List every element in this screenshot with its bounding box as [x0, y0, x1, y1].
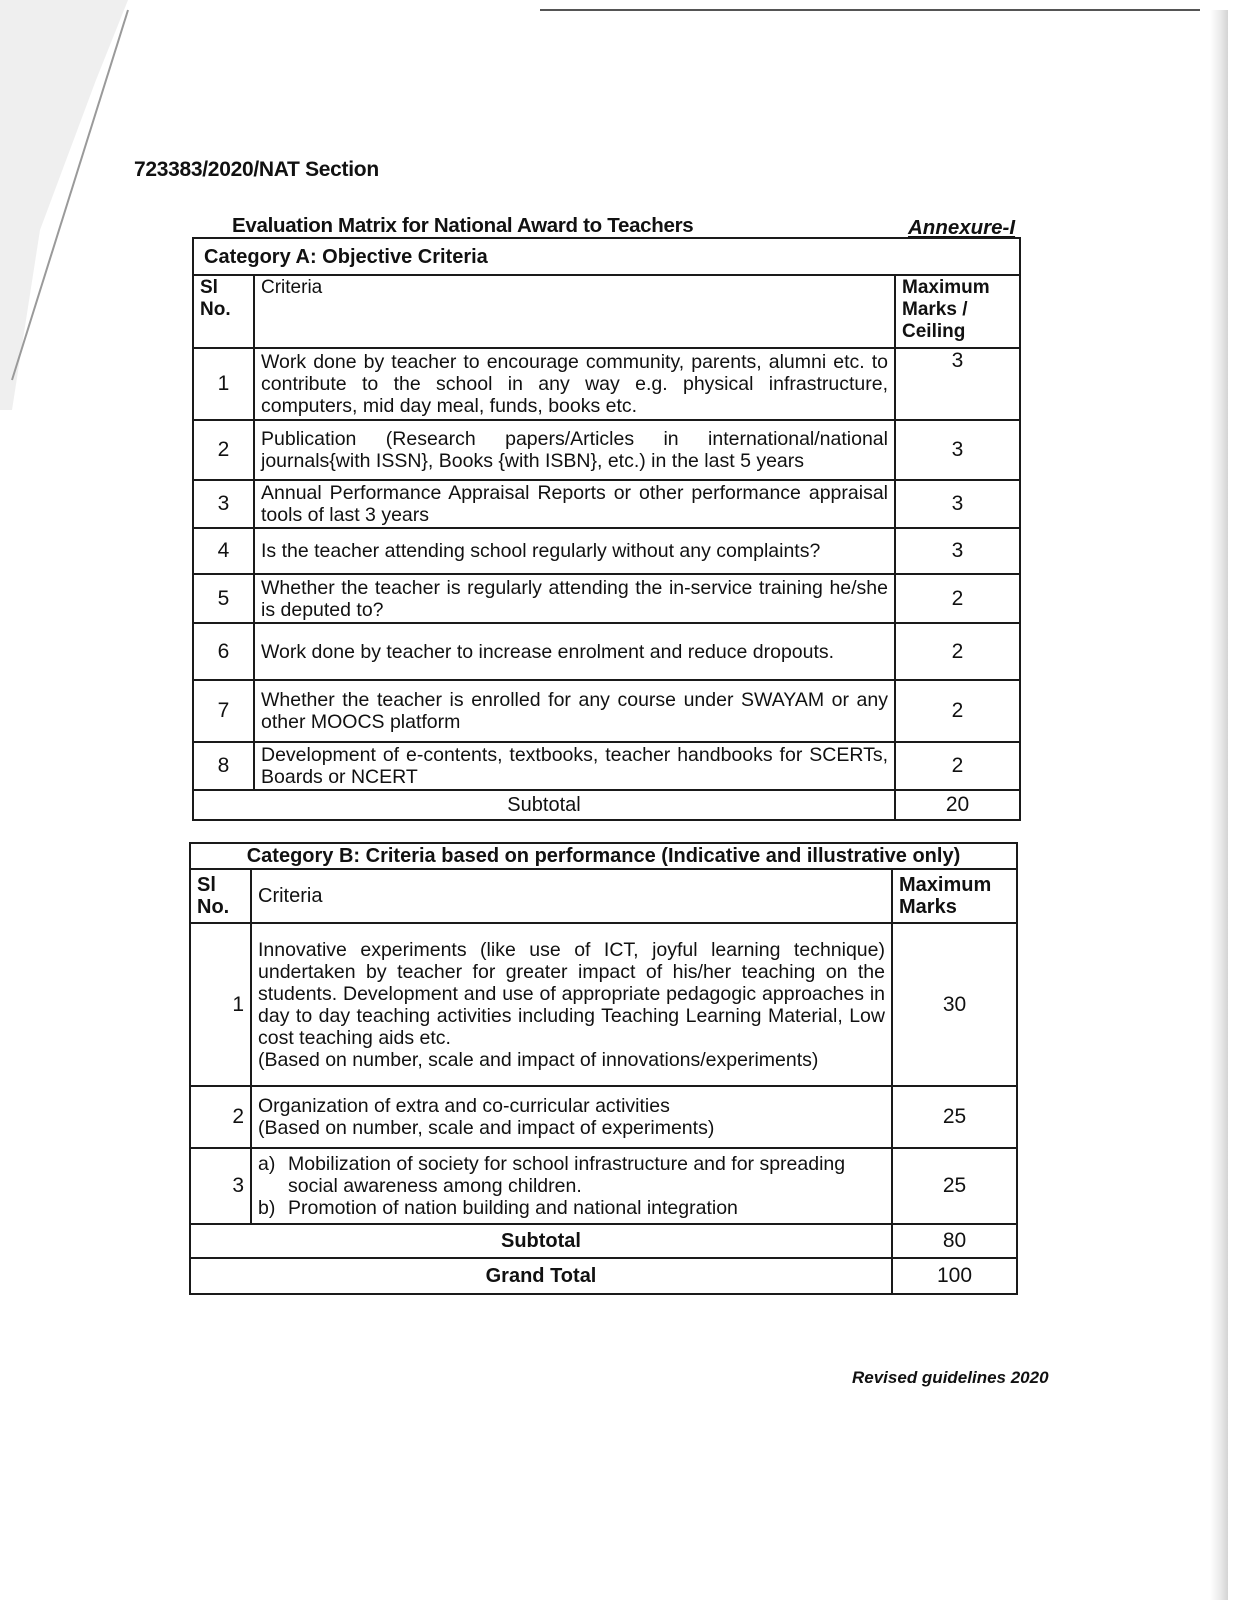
col-sl-header: Sl No.: [190, 869, 251, 923]
subtotal-label: Subtotal: [193, 790, 895, 820]
table-row: [193, 480, 1020, 528]
annexure-label: Annexure-I: [908, 216, 1016, 239]
sl-number: 3: [190, 1148, 251, 1224]
scan-shadow: [0, 0, 140, 420]
criteria-text: Promotion of nation building and national integration: [288, 1197, 738, 1219]
max-marks: 3: [895, 348, 1020, 420]
table-row: [193, 528, 1020, 574]
max-marks: 3: [895, 420, 1020, 480]
criteria-text: Publication (Research papers/Articles in international/national journals{with ISSN}, Books {with ISBN}, etc.) in the last 5 years: [254, 420, 895, 480]
list-label: b): [258, 1197, 276, 1219]
category-a-title: Category A: Objective Criteria: [193, 238, 1020, 275]
subtotal-value: 80: [892, 1224, 1017, 1258]
criteria-text: Is the teacher attending school regularly without any complaints?: [254, 528, 895, 574]
sl-number: 1: [190, 923, 251, 1086]
col-criteria-header: Criteria: [254, 275, 895, 348]
criteria-text: Work done by teacher to encourage community, parents, alumni etc. to contribute to the school in any way e.g. physical infrastructure, computers, mid day meal, funds, books etc.: [254, 348, 895, 420]
grand-total-value: 100: [892, 1258, 1017, 1294]
criteria-cell: [251, 1086, 892, 1148]
sl-number: 6: [193, 623, 254, 680]
sl-number: 4: [193, 528, 254, 574]
matrix-title: Evaluation Matrix for National Award to Teachers: [232, 214, 694, 237]
table-row: [190, 1086, 1017, 1148]
max-marks: 30: [892, 923, 1017, 1086]
scan-edge-top: [540, 9, 1200, 11]
criteria-cell: [251, 1148, 892, 1224]
list-label: a): [258, 1153, 276, 1175]
criteria-note: (Based on number, scale and impact of experiments): [258, 1117, 715, 1139]
category-a-table: [192, 237, 1021, 821]
max-marks: 2: [895, 742, 1020, 790]
sl-number: 7: [193, 680, 254, 742]
scan-edge-right: [1210, 10, 1228, 1600]
sl-number: 2: [190, 1086, 251, 1148]
list-item: [258, 1153, 885, 1197]
table-row: [190, 923, 1017, 1086]
table-row: [193, 348, 1020, 420]
max-marks: 25: [892, 1148, 1017, 1224]
subtotal-label: Subtotal: [190, 1224, 892, 1258]
max-marks: 2: [895, 680, 1020, 742]
max-marks: 2: [895, 574, 1020, 623]
criteria-text: Mobilization of society for school infrastructure and for spreading social awareness among children.: [288, 1153, 846, 1197]
sl-number: 1: [193, 348, 254, 420]
criteria-text: Work done by teacher to increase enrolment and reduce dropouts.: [254, 623, 895, 680]
sl-number: 5: [193, 574, 254, 623]
revised-guidelines-note: Revised guidelines 2020: [852, 1368, 1049, 1387]
table-row: [193, 623, 1020, 680]
table-row: [193, 420, 1020, 480]
criteria-text: Development of e-contents, textbooks, teacher handbooks for SCERTs, Boards or NCERT: [254, 742, 895, 790]
category-b-title: Category B: Criteria based on performance (Indicative and illustrative only): [190, 843, 1017, 869]
criteria-text: Organization of extra and co-curricular activities: [258, 1095, 670, 1117]
col-max-header: Maximum Marks / Ceiling: [895, 275, 1020, 348]
criteria-note: (Based on number, scale and impact of innovations/experiments): [258, 1048, 819, 1071]
grand-total-label: Grand Total: [190, 1258, 892, 1294]
col-max-header: Maximum Marks: [892, 869, 1017, 923]
table-row: [193, 574, 1020, 623]
criteria-text: Whether the teacher is regularly attending the in-service training he/she is deputed to?: [254, 574, 895, 623]
file-reference: 723383/2020/NAT Section: [134, 158, 379, 181]
subtotal-value: 20: [895, 790, 1020, 820]
criteria-cell: [251, 923, 892, 1086]
criteria-text: Innovative experiments (like use of ICT, joyful learning technique) undertaken by teacher for greater impact of his/her teaching on the students. Development and use of appropriate pedagogic approaches in day to day teaching activities including Teaching Learning Material, Low cost teaching aids etc.: [258, 938, 885, 1049]
table-row: [193, 680, 1020, 742]
table-row: [190, 1148, 1017, 1224]
max-marks: 3: [895, 528, 1020, 574]
max-marks: 25: [892, 1086, 1017, 1148]
criteria-text: Whether the teacher is enrolled for any course under SWAYAM or any other MOOCS platform: [254, 680, 895, 742]
table-row: [193, 742, 1020, 790]
criteria-text: Annual Performance Appraisal Reports or other performance appraisal tools of last 3 years: [254, 480, 895, 528]
col-sl-header: Sl No.: [193, 275, 254, 348]
list-item: [258, 1197, 885, 1219]
col-criteria-header: Criteria: [251, 869, 892, 923]
max-marks: 2: [895, 623, 1020, 680]
sl-number: 8: [193, 742, 254, 790]
category-b-table: [189, 842, 1018, 1295]
max-marks: 3: [895, 480, 1020, 528]
sl-number: 3: [193, 480, 254, 528]
sl-number: 2: [193, 420, 254, 480]
